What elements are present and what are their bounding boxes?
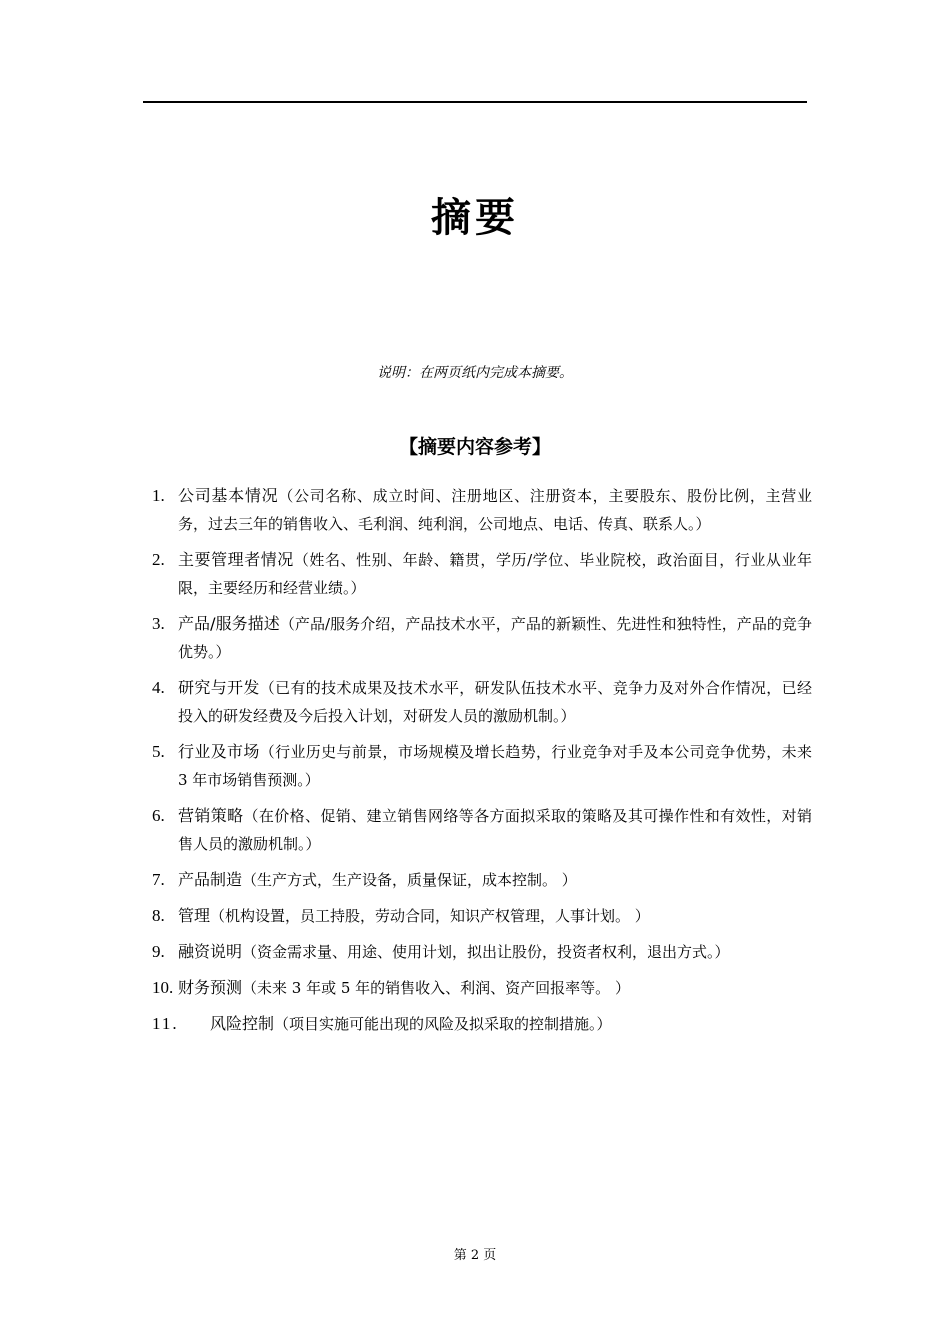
list-item bbox=[152, 974, 812, 1002]
item-number: 1. bbox=[152, 486, 165, 505]
list-item bbox=[152, 802, 812, 858]
list-item bbox=[152, 674, 812, 730]
item-heading: 管理 bbox=[178, 906, 211, 925]
item-description: （已有的技术成果及技术水平，研发队伍技术水平、竞争力及对外合作情况，已经投入的研发经费及今后投入计划，对研发人员的激励机制。） bbox=[178, 679, 812, 725]
item-description: （资金需求量、用途、使用计划，拟出让股份，投资者权利，退出方式。） bbox=[242, 943, 730, 961]
instruction-note: 说明：在两页纸内完成本摘要。 bbox=[377, 365, 573, 381]
item-number: 8. bbox=[152, 906, 165, 925]
item-heading: 产品/服务描述 bbox=[178, 614, 280, 633]
item-number: 10. bbox=[152, 978, 174, 997]
header-rule bbox=[143, 101, 807, 103]
item-number: 3. bbox=[152, 614, 165, 633]
list-item bbox=[152, 902, 812, 930]
page-number: 第 2 页 bbox=[453, 1248, 497, 1263]
item-number: 2. bbox=[152, 550, 165, 569]
list-item bbox=[152, 738, 812, 794]
item-number: 11. bbox=[152, 1014, 179, 1033]
item-description: （行业历史与前景，市场规模及增长趋势，行业竞争对手及本公司竞争优势，未来 3 年市场销售预测。） bbox=[178, 743, 812, 789]
section-subtitle: 【摘要内容参考】 bbox=[398, 436, 551, 458]
item-description: （机构设置，员工持股，劳动合同，知识产权管理，人事计划。 ） bbox=[210, 907, 650, 925]
item-number: 5. bbox=[152, 742, 165, 761]
list-item bbox=[152, 482, 812, 538]
item-description: （未来 3 年或 5 年的销售收入、利润、资产回报率等。 ） bbox=[242, 979, 630, 997]
item-heading: 主要管理者情况 bbox=[178, 550, 294, 569]
summary-items-list bbox=[152, 482, 812, 1046]
item-heading: 公司基本情况 bbox=[178, 486, 279, 505]
item-heading: 营销策略 bbox=[178, 806, 244, 825]
item-heading: 产品制造 bbox=[178, 870, 243, 889]
page-title: 摘要 bbox=[431, 195, 519, 241]
list-item bbox=[152, 938, 812, 966]
item-heading: 融资说明 bbox=[178, 942, 243, 961]
item-description: （项目实施可能出现的风险及拟采取的控制措施。） bbox=[274, 1015, 612, 1033]
item-heading: 行业及市场 bbox=[178, 742, 260, 761]
item-number: 4. bbox=[152, 678, 165, 697]
item-heading: 风险控制 bbox=[210, 1014, 275, 1033]
list-item bbox=[152, 1010, 812, 1038]
item-number: 9. bbox=[152, 942, 165, 961]
item-number: 6. bbox=[152, 806, 165, 825]
list-item bbox=[152, 546, 812, 602]
list-item bbox=[152, 866, 812, 894]
list-item bbox=[152, 610, 812, 666]
item-heading: 研究与开发 bbox=[178, 678, 260, 697]
item-number: 7. bbox=[152, 870, 165, 889]
item-description: （生产方式，生产设备，质量保证，成本控制。 ） bbox=[242, 871, 577, 889]
item-description: （姓名、性别、年龄、籍贯，学历/学位、毕业院校，政治面目，行业从业年限，主要经历和经营业绩。） bbox=[178, 551, 812, 597]
item-description: （产品/服务介绍，产品技术水平，产品的新颖性、先进性和独特性，产品的竞争优势。） bbox=[178, 615, 812, 661]
item-heading: 财务预测 bbox=[178, 978, 243, 997]
item-description: （在价格、促销、建立销售网络等各方面拟采取的策略及其可操作性和有效性，对销售人员的激励机制。） bbox=[178, 807, 812, 853]
item-description: （公司名称、成立时间、注册地区、注册资本，主要股东、股份比例，主营业务，过去三年的销售收入、毛利润、纯利润，公司地点、电话、传真、联系人。） bbox=[178, 487, 812, 533]
